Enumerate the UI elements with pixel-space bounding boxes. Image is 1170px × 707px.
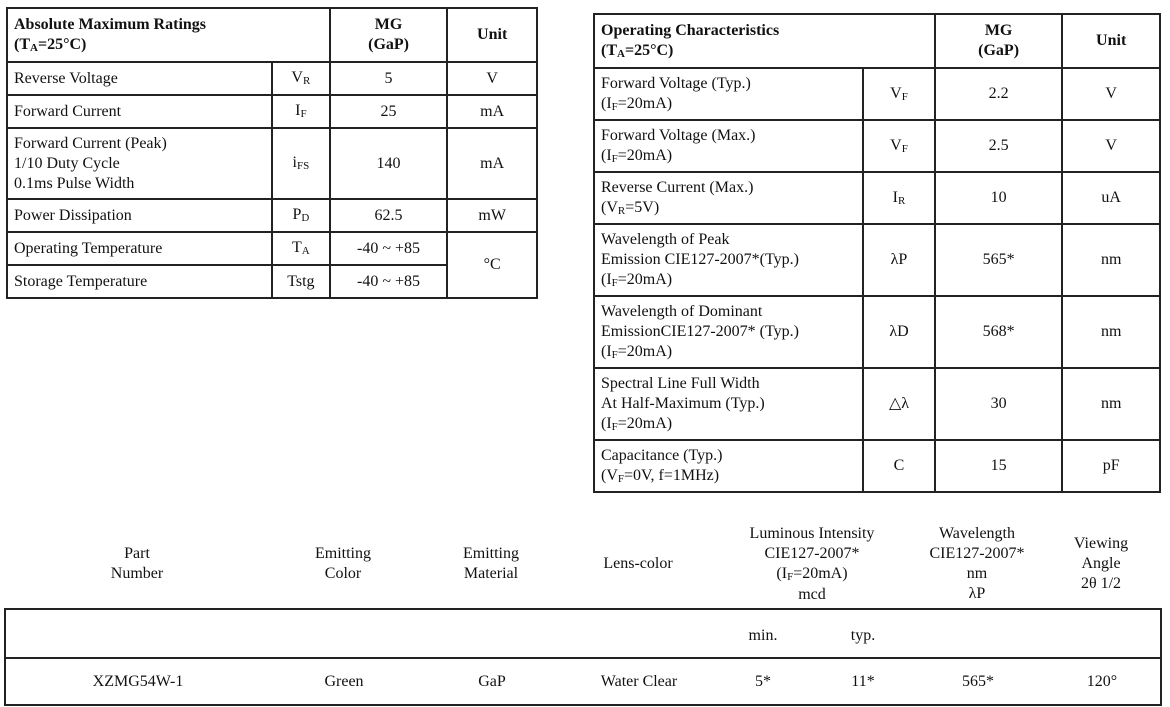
wavelength-value: 565* <box>962 673 994 690</box>
sub-typ: typ. <box>850 627 876 644</box>
col-wavelength: Wavelength CIE127-2007* nm λP <box>929 525 1025 602</box>
col-lens-color: Lens-color <box>603 555 673 572</box>
table-row: Capacitance (Typ.) ($V_F=0V$, f=1MHz) C 15 pF <box>594 440 1160 492</box>
table-row: Forward Voltage (Max.) $(I_F=20mA)$ $V_F$ 2.5 V <box>594 120 1160 172</box>
viewing-angle-value: 120° <box>1086 673 1118 690</box>
sub-min: min. <box>748 627 778 644</box>
col-emitting-color: Emitting Color <box>315 545 371 582</box>
amr-title: Absolute Maximum Ratings $(T_A=25^\circ C)$ <box>7 8 330 62</box>
table-row: Forward Voltage (Typ.) $(I_F=20mA)$ $V_F$ 2.2 V <box>594 68 1160 120</box>
part-table-header <box>5 520 1162 608</box>
row-divider <box>6 657 1160 659</box>
intensity-typ-value: 11* <box>851 673 875 690</box>
table-row: Operating Temperature $T_A$ -40 ~ +85 °C <box>7 232 537 265</box>
lens-color-value: Water Clear <box>600 673 678 690</box>
table-row: Wavelength of Dominant EmissionCIE127-2007* (Typ.) $(I_F=20mA)$ λD 568* nm <box>594 296 1160 368</box>
emitting-material-value: GaP <box>478 673 506 690</box>
oc-col-unit: Unit <box>1062 14 1160 68</box>
oc-col-mg: MG (GaP) <box>935 14 1063 68</box>
col-part-number: Part Number <box>110 545 164 582</box>
table-row: Forward Current (Peak) 1/10 Duty Cycle 0.1ms Pulse Width $i_{FS}$ 140 mA <box>7 128 537 199</box>
table-row: Reverse Current (Max.) $(V_R=5V)$ $I_R$ 10 uA <box>594 172 1160 224</box>
col-luminous-intensity: Luminous Intensity CIE127-2007* $(I_F=20mA)$ mcd <box>749 525 875 603</box>
amr-col-unit: Unit <box>447 8 537 62</box>
operating-characteristics-table <box>593 13 1161 493</box>
table-row: Storage Temperature Tstg -40 ~ +85 <box>7 265 537 298</box>
part-table-body <box>4 608 1162 706</box>
amr-col-mg: MG (GaP) <box>330 8 448 62</box>
table-row: Wavelength of Peak Emission CIE127-2007*(Typ.) $(I_F=20mA)$ λP 565* nm <box>594 224 1160 296</box>
col-emitting-material: Emitting Material <box>463 545 519 582</box>
absolute-max-ratings-table <box>6 7 538 299</box>
table-row: Power Dissipation $P_D$ 62.5 mW <box>7 199 537 232</box>
table-row: Spectral Line Full Width At Half-Maximum (Typ.) $(I_F=20mA)$ △λ 30 nm <box>594 368 1160 440</box>
part-number-value: XZMG54W-1 <box>92 673 184 690</box>
oc-title: Operating Characteristics $(T_A=25^\circ C)$ <box>594 14 935 68</box>
intensity-min-value: 5* <box>755 673 771 690</box>
table-row: Reverse Voltage $V_R$ 5 V <box>7 62 537 95</box>
emitting-color-value: Green <box>324 673 364 690</box>
table-row: Forward Current $I_F$ 25 mA <box>7 95 537 128</box>
col-viewing-angle: Viewing Angle 2θ 1/2 <box>1073 535 1129 592</box>
